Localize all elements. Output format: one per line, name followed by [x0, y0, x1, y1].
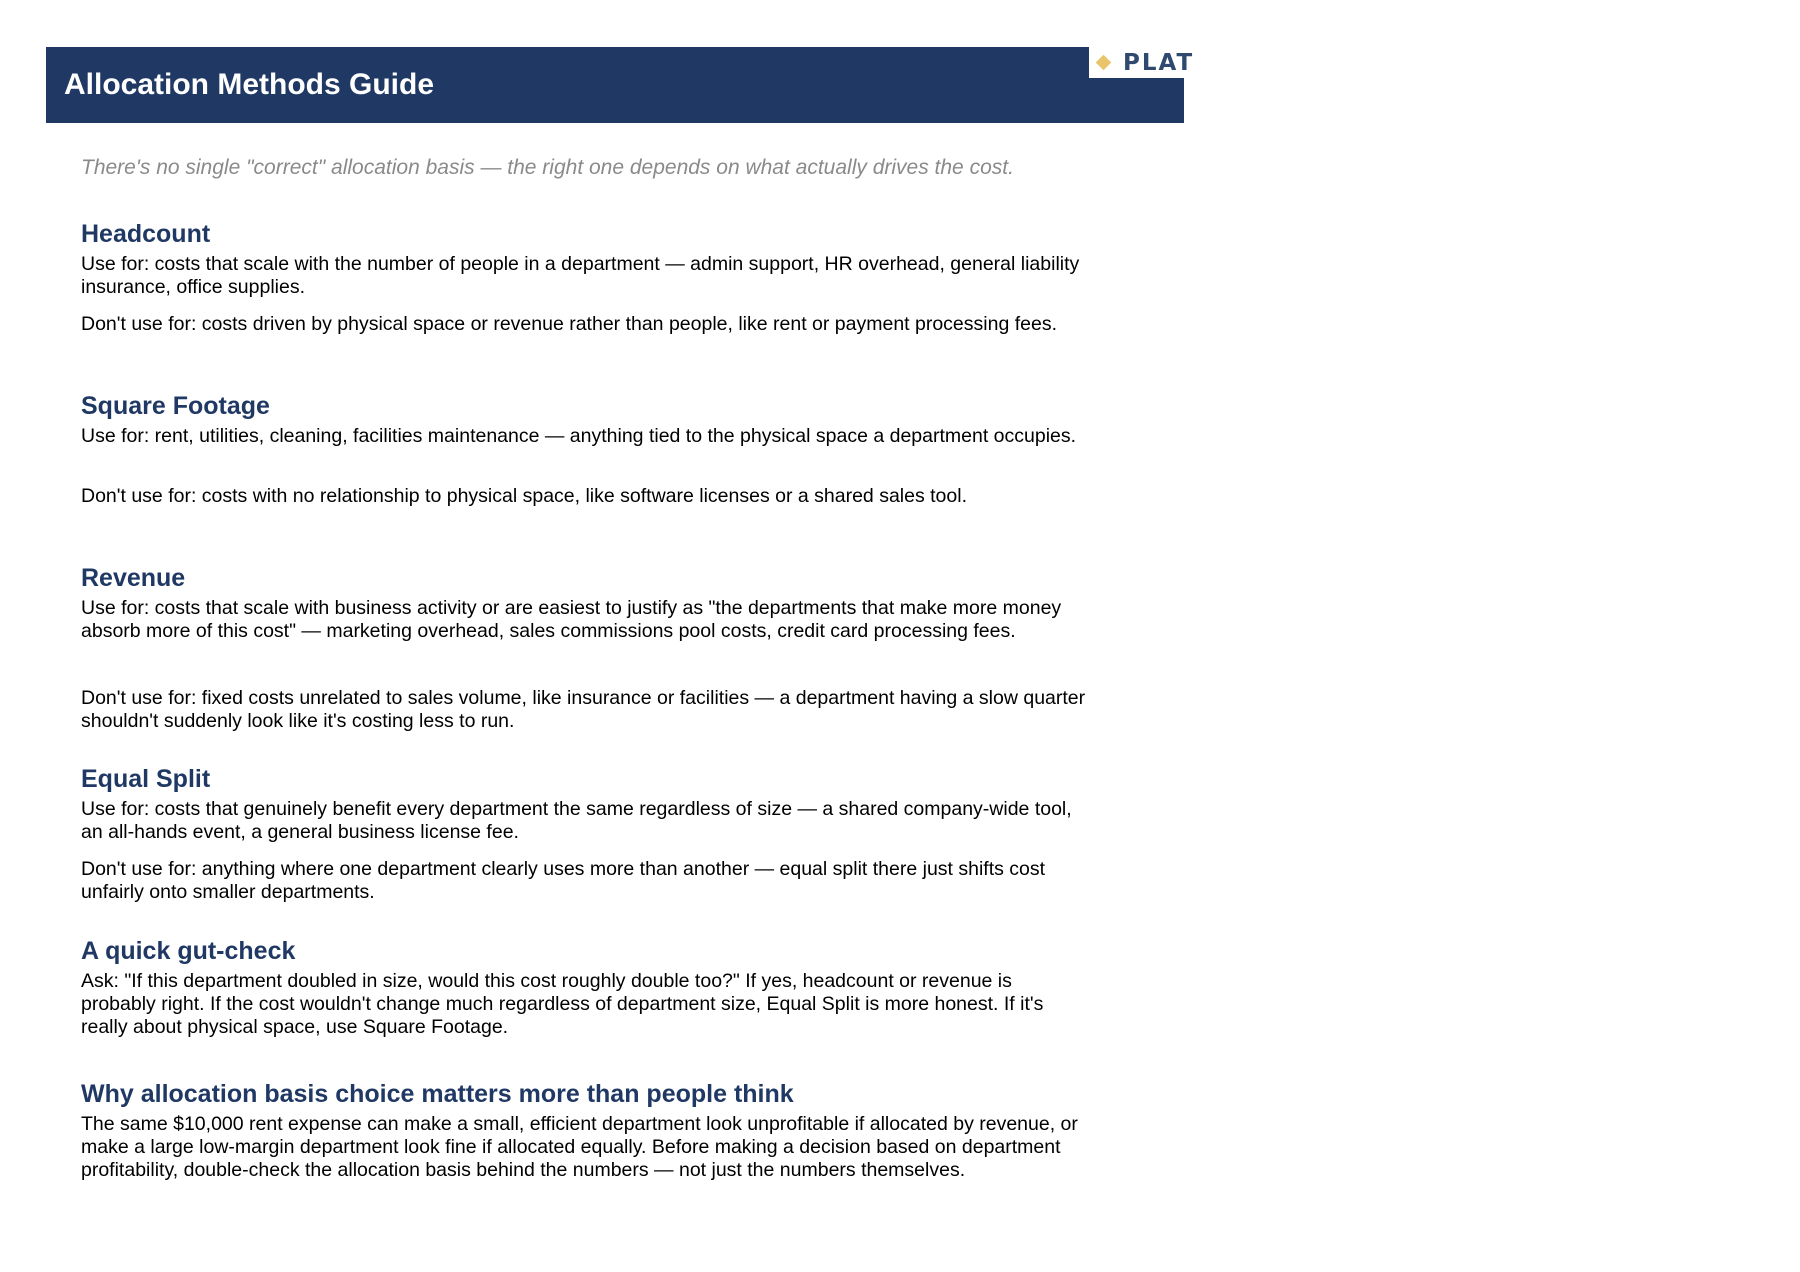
intro-text: There's no single "correct" allocation basis — the right one depends on what actually drives the cost.: [81, 156, 1014, 179]
revenue-use-for: Use for: costs that scale with business activity or are easiest to justify as "the departments that make more money absorb more of this cost" — marketing overhead, sales commissions pool costs, credit card processing fees.: [81, 597, 1062, 642]
logo: [1089, 47, 1195, 78]
equal-split-dont-use-for: Don't use for: anything where one department clearly uses more than another — equal split there just shifts cost unfairly onto smaller departments.: [81, 858, 1046, 903]
section-heading-gut-check: A quick gut-check: [81, 937, 296, 965]
section-heading-revenue: Revenue: [81, 564, 186, 592]
logo-text: PLAT: [1123, 50, 1195, 76]
title-bar: [46, 47, 1184, 123]
square-footage-dont-use-for: Don't use for: costs with no relationship to physical space, like software licenses or a shared sales tool.: [81, 485, 967, 507]
section-heading-square-footage: Square Footage: [81, 392, 270, 420]
section-heading-equal-split: Equal Split: [81, 765, 211, 793]
equal-split-use-for: Use for: costs that genuinely benefit every department the same regardless of size — a shared company-wide tool, an all-hands event, a general business license fee.: [81, 798, 1072, 843]
why-it-matters-body: The same $10,000 rent expense can make a small, efficient department look unprofitable if allocated by revenue, or make a large low-margin department look fine if allocated equally. Before making a decision based on department profitability, double-check the allocation basis behind the numbers — not just the numbers themselves.: [81, 1113, 1078, 1181]
headcount-dont-use-for: Don't use for: costs driven by physical space or revenue rather than people, like rent or payment processing fees.: [81, 313, 1057, 335]
revenue-dont-use-for: Don't use for: fixed costs unrelated to sales volume, like insurance or facilities — a department having a slow quarter shouldn't suddenly look like it's costing less to run.: [81, 687, 1086, 732]
section-heading-why-it-matters: Why allocation basis choice matters more than people think: [81, 1080, 794, 1108]
square-footage-use-for: Use for: rent, utilities, cleaning, facilities maintenance — anything tied to the physical space a department occupies.: [81, 425, 1077, 447]
headcount-use-for: Use for: costs that scale with the number of people in a department — admin support, HR overhead, general liability insurance, office supplies.: [81, 253, 1080, 298]
section-heading-headcount: Headcount: [81, 220, 211, 248]
diamond-icon: [1096, 55, 1112, 71]
gut-check-body: Ask: "If this department doubled in size, would this cost roughly double too?" If yes, headcount or revenue is probably right. If the cost wouldn't change much regardless of department size, Equal Split is more honest. If it's really about physical space, use Square Footage.: [81, 970, 1044, 1038]
page-title: Allocation Methods Guide: [64, 68, 435, 101]
